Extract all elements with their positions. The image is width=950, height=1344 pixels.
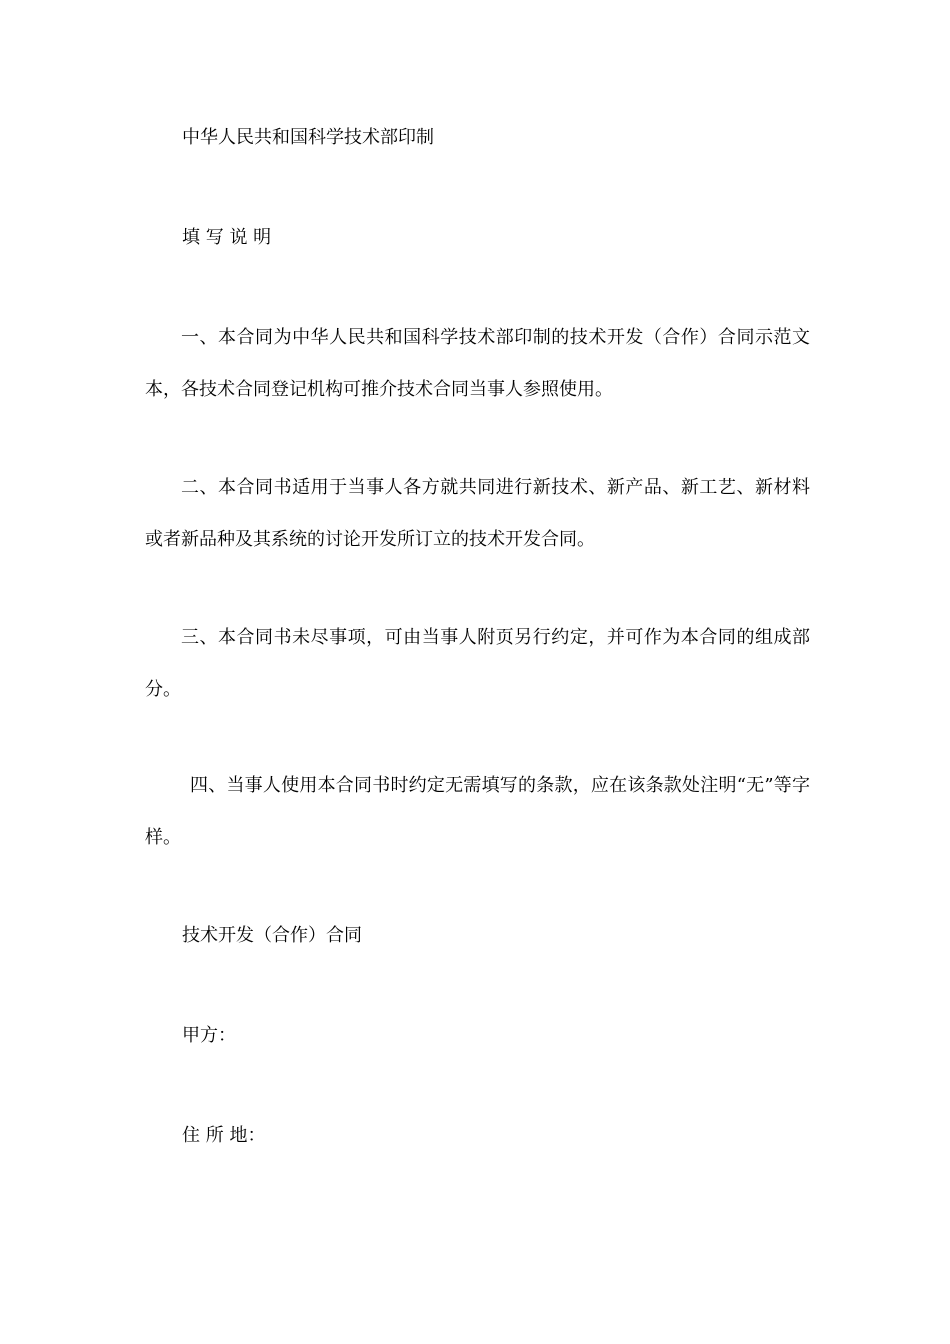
instruction-item-2: 二、本合同书适用于当事人各方就共同进行新技术、新产品、新工艺、新材料或者新品种及其系统的讨论开发所订立的技术开发合同。 bbox=[145, 477, 810, 550]
instruction-item-4: 四、当事人使用本合同书时约定无需填写的条款，应在该条款处注明“无”等字样。 bbox=[145, 775, 810, 848]
publisher-line: 中华人民共和国科学技术部印制 bbox=[182, 127, 434, 148]
instruction-item-3: 三、本合同书未尽事项，可由当事人附页另行约定，并可作为本合同的组成部分。 bbox=[145, 627, 810, 700]
party-a-label: 甲方： bbox=[182, 1025, 236, 1046]
instructions-heading: 填 写 说 明 bbox=[182, 227, 272, 248]
contract-title: 技术开发（合作）合同 bbox=[182, 925, 362, 946]
instruction-item-1: 一、本合同为中华人民共和国科学技术部印制的技术开发（合作）合同示范文本，各技术合同登记机构可推介技术合同当事人参照使用。 bbox=[145, 327, 810, 400]
address-label: 住 所 地： bbox=[182, 1125, 266, 1146]
